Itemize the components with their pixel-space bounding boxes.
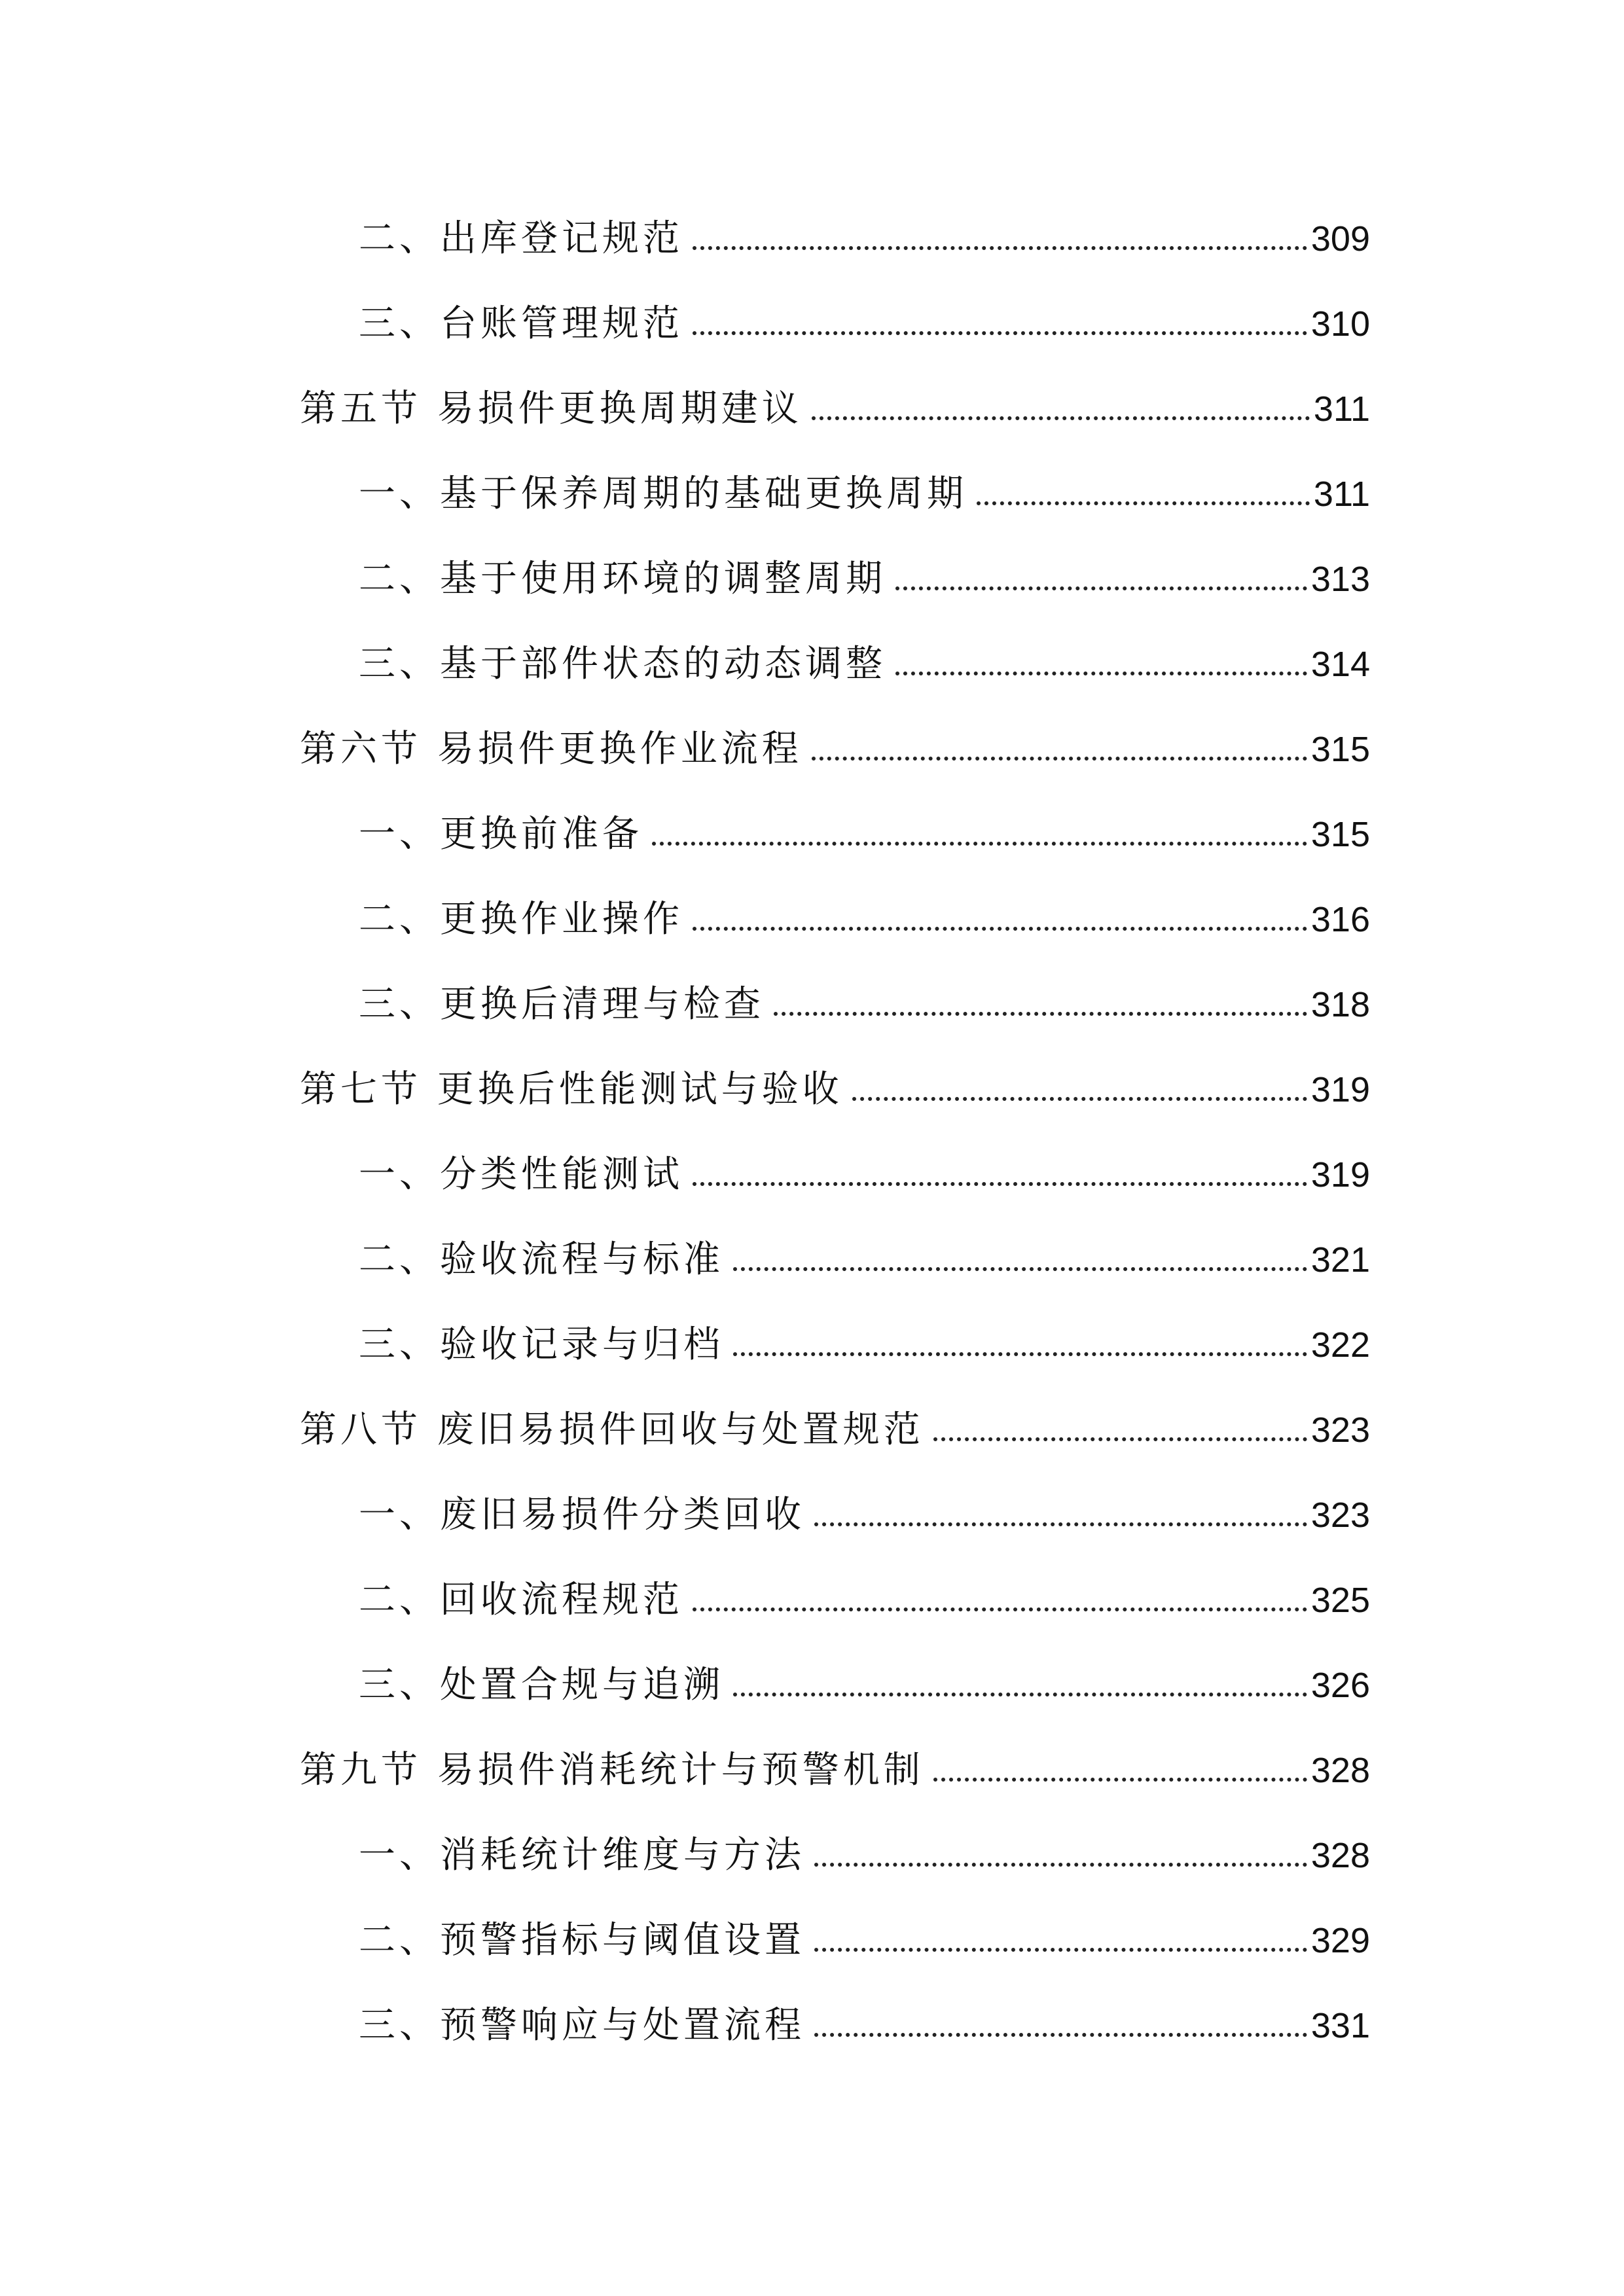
dot-leader (733, 1352, 1307, 1356)
toc-entry-page: 318 (1310, 985, 1370, 1024)
toc-entry-page: 311 (1313, 475, 1370, 514)
dot-leader (733, 1693, 1307, 1696)
dot-leader (693, 1182, 1307, 1186)
toc-entry-title: 第六节 易损件更换作业流程 (300, 728, 803, 770)
toc-entry-page: 315 (1310, 730, 1370, 769)
toc-entry-title: 第八节 废旧易损件回收与处置规范 (300, 1408, 924, 1451)
toc-entry-title: 二、出库登记规范 (359, 217, 683, 260)
toc-entry-title: 一、分类性能测试 (359, 1153, 683, 1196)
toc-entry[interactable] (359, 295, 1370, 353)
toc-entry-page: 326 (1310, 1666, 1370, 1705)
toc-entry-title: 二、验收流程与标准 (359, 1238, 724, 1281)
toc-entry[interactable] (300, 1741, 1370, 1800)
toc-entry-page: 309 (1310, 219, 1370, 259)
toc-entry-title: 三、处置合规与追溯 (359, 1664, 724, 1706)
toc-entry[interactable] (300, 1401, 1370, 1460)
toc-entry[interactable] (359, 1316, 1370, 1374)
dot-leader (774, 1012, 1307, 1016)
toc-entry-title: 二、更换作业操作 (359, 898, 683, 941)
toc-entry[interactable] (359, 209, 1370, 268)
toc-entry[interactable] (359, 1996, 1370, 2055)
toc-entry-page: 315 (1310, 815, 1370, 854)
dot-leader (693, 246, 1307, 250)
toc-entry[interactable] (359, 1145, 1370, 1204)
toc-entry-page: 311 (1313, 389, 1370, 429)
dot-leader (895, 672, 1307, 675)
toc-entry[interactable] (359, 1826, 1370, 1885)
toc-entry-title: 一、基于保养周期的基础更换周期 (359, 473, 967, 515)
toc-entry[interactable] (359, 890, 1370, 949)
toc-entry-title: 一、消耗统计维度与方法 (359, 1834, 805, 1876)
dot-leader (814, 1948, 1307, 1952)
toc-entry-page: 325 (1310, 1581, 1370, 1620)
dot-leader (895, 586, 1307, 590)
toc-entry-page: 323 (1310, 1410, 1370, 1450)
toc-entry[interactable] (359, 1571, 1370, 1630)
toc-entry-title: 二、回收流程规范 (359, 1579, 683, 1621)
toc-entry[interactable] (359, 635, 1370, 694)
dot-leader (693, 1607, 1307, 1611)
toc-entry-page: 319 (1310, 1155, 1370, 1194)
toc-entry[interactable] (359, 465, 1370, 524)
toc-entry-title: 三、验收记录与归档 (359, 1323, 724, 1366)
dot-leader (977, 501, 1310, 505)
toc-entry-title: 第五节 易损件更换周期建议 (300, 387, 803, 430)
toc-entry-title: 三、基于部件状态的动态调整 (359, 643, 886, 685)
toc-entry-page: 321 (1310, 1240, 1370, 1280)
toc-entry-title: 第九节 易损件消耗统计与预警机制 (300, 1749, 924, 1791)
toc-entry-title: 一、更换前准备 (359, 813, 643, 855)
toc-entry-page: 310 (1310, 304, 1370, 344)
dot-leader (933, 1778, 1307, 1782)
toc-entry-page: 319 (1310, 1070, 1370, 1109)
toc-entry-page: 329 (1310, 1921, 1370, 1960)
toc-entry[interactable] (300, 380, 1370, 439)
dot-leader (812, 416, 1310, 420)
toc-entry[interactable] (359, 1486, 1370, 1545)
toc-entry-title: 第七节 更换后性能测试与验收 (300, 1068, 843, 1111)
toc-entry-page: 331 (1310, 2006, 1370, 2045)
dot-leader (693, 331, 1307, 335)
dot-leader (814, 1863, 1307, 1867)
toc-entry[interactable] (300, 720, 1370, 779)
dot-leader (933, 1437, 1307, 1441)
toc-entry-page: 323 (1310, 1496, 1370, 1535)
toc-entry[interactable] (300, 1060, 1370, 1119)
toc-entry-title: 三、更换后清理与检查 (359, 983, 765, 1026)
dot-leader (852, 1097, 1307, 1101)
toc-entry[interactable] (359, 1656, 1370, 1715)
dot-leader (733, 1267, 1307, 1271)
dot-leader (812, 757, 1307, 761)
toc-entry-page: 313 (1310, 560, 1370, 599)
toc-entry-page: 322 (1310, 1325, 1370, 1365)
toc-entry-page: 328 (1310, 1836, 1370, 1875)
toc-entry[interactable] (359, 1911, 1370, 1970)
toc-entry-title: 三、预警响应与处置流程 (359, 2004, 805, 2047)
toc-entry-page: 314 (1310, 645, 1370, 684)
toc-entry-title: 二、预警指标与阈值设置 (359, 1919, 805, 1962)
toc-entry-title: 二、基于使用环境的调整周期 (359, 558, 886, 600)
toc-entry[interactable] (359, 1230, 1370, 1289)
dot-leader (814, 2033, 1307, 2037)
toc-entry[interactable] (359, 805, 1370, 864)
toc-entry-page: 316 (1310, 900, 1370, 939)
dot-leader (652, 842, 1307, 846)
toc-entry-page: 328 (1310, 1751, 1370, 1790)
dot-leader (693, 927, 1307, 931)
dot-leader (814, 1522, 1307, 1526)
toc-entry[interactable] (359, 975, 1370, 1034)
toc-entry-title: 三、台账管理规范 (359, 302, 683, 345)
toc-entry[interactable] (359, 550, 1370, 609)
toc-entry-title: 一、废旧易损件分类回收 (359, 1494, 805, 1536)
